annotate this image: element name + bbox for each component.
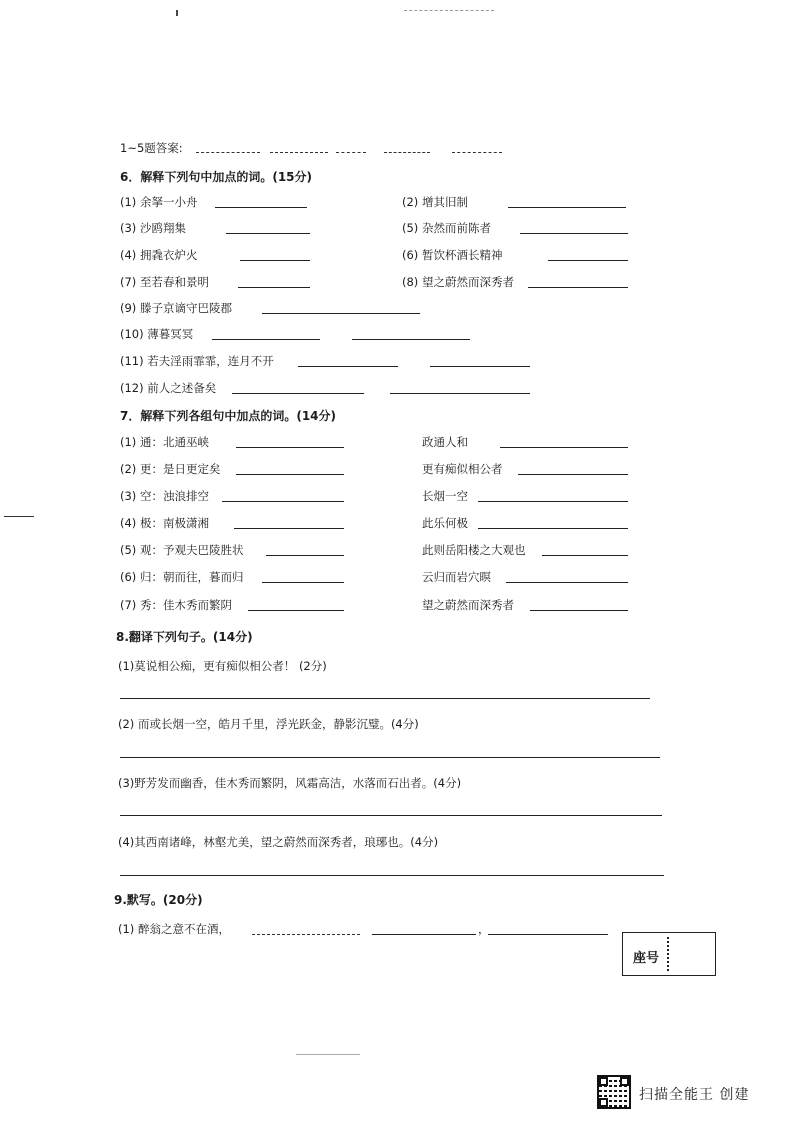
q6-answer-blank[interactable]	[232, 393, 364, 394]
answer-blank[interactable]	[452, 152, 502, 153]
q7-right-item: 更有痴似相公者	[422, 462, 503, 476]
q6-answer-blank[interactable]	[548, 260, 628, 261]
q9-answer-blank[interactable]	[488, 934, 608, 935]
q6-item: (6) 暂饮杯酒长精神	[402, 248, 503, 262]
q6-answer-blank[interactable]	[262, 313, 420, 314]
q7-left-item: (2) 更：是日更定矣	[120, 462, 221, 476]
q6-answer-blank[interactable]	[528, 287, 628, 288]
q6-answer-blank[interactable]	[298, 366, 398, 367]
scan-mark	[296, 1054, 360, 1055]
q8-item: (3)野芳发而幽香，佳木秀而繁阴，风霜高洁，水落而石出者。(4分)	[118, 776, 462, 790]
q8-item: (1)莫说相公痴，更有痴似相公者！ (2分)	[118, 659, 327, 673]
q7-answer-blank[interactable]	[478, 501, 628, 502]
seat-number-box[interactable]	[622, 932, 716, 976]
q7-answer-blank[interactable]	[262, 582, 344, 583]
q7-right-item: 此乐何极	[422, 516, 468, 530]
q8-item: (2) 而或长烟一空，皓月千里，浮光跃金，静影沉璧。(4分)	[118, 717, 419, 731]
q7-answer-blank[interactable]	[266, 555, 344, 556]
q6-item: (2) 增其旧制	[402, 195, 468, 209]
q8-answer-line[interactable]	[120, 757, 660, 758]
q9-item: (1) 醉翁之意不在酒，	[118, 922, 230, 936]
q7-left-item: (3) 空：浊浪排空	[120, 489, 209, 503]
q6-answer-blank[interactable]	[215, 207, 307, 208]
q6-answer-blank[interactable]	[390, 393, 530, 394]
q9-title: 9.默写。(20分)	[114, 893, 203, 907]
q6-answer-blank[interactable]	[240, 260, 310, 261]
q8-answer-line[interactable]	[120, 815, 662, 816]
q6-answer-blank[interactable]	[508, 207, 626, 208]
q7-answer-blank[interactable]	[248, 610, 344, 611]
q8-title: 8.翻译下列句子。(14分)	[116, 630, 253, 644]
q6-item: (11) 若夫淫雨霏霏，连月不开	[120, 354, 274, 368]
scan-mark	[176, 10, 178, 16]
q7-left-item: (4) 极：南极潇湘	[120, 516, 209, 530]
q6-answer-blank[interactable]	[226, 233, 310, 234]
q7-answer-blank[interactable]	[478, 528, 628, 529]
answer-blank[interactable]	[384, 152, 430, 153]
answer-blank[interactable]	[336, 152, 366, 153]
seat-divider	[667, 937, 669, 971]
q9-answer-blank[interactable]	[252, 934, 360, 935]
q7-right-item: 政通人和	[422, 435, 468, 449]
q7-left-item: (6) 归：朝而往，暮而归	[120, 570, 244, 584]
q7-left-item: (1) 通：北通巫峡	[120, 435, 209, 449]
q7-left-item: (7) 秀：佳木秀而繁阴	[120, 598, 232, 612]
seat-number-label: 座号	[633, 951, 660, 966]
answer-blank[interactable]	[270, 152, 328, 153]
q6-item: (3) 沙鸥翔集	[120, 221, 186, 235]
q6-answer-blank[interactable]	[212, 339, 320, 340]
answer-line-label: 1~5题答案:	[120, 141, 183, 155]
q6-item: (5) 杂然而前陈者	[402, 221, 491, 235]
scan-mark	[404, 10, 494, 11]
q7-answer-blank[interactable]	[236, 474, 344, 475]
q7-right-item: 云归而岩穴暝	[422, 570, 491, 584]
comma: ，	[478, 922, 490, 936]
q8-answer-line[interactable]	[120, 875, 664, 876]
q7-title: 7．解释下列各组句中加点的词。(14分)	[120, 409, 337, 423]
qr-code-icon	[597, 1075, 631, 1109]
scan-mark	[4, 516, 34, 517]
q7-answer-blank[interactable]	[236, 447, 344, 448]
q6-answer-blank[interactable]	[430, 366, 530, 367]
q6-item: (8) 望之蔚然而深秀者	[402, 275, 514, 289]
q6-item: (7) 至若春和景明	[120, 275, 209, 289]
q6-item: (4) 拥毳衣炉火	[120, 248, 198, 262]
q6-item: (12) 前人之述备矣	[120, 381, 217, 395]
q7-answer-blank[interactable]	[222, 501, 344, 502]
q7-answer-blank[interactable]	[530, 610, 628, 611]
answer-blank[interactable]	[196, 152, 260, 153]
q9-answer-blank[interactable]	[372, 934, 476, 935]
q8-answer-line[interactable]	[120, 698, 650, 699]
q7-answer-blank[interactable]	[234, 528, 344, 529]
q6-answer-blank[interactable]	[520, 233, 628, 234]
q8-item: (4)其西南诸峰，林壑尤美，望之蔚然而深秀者，琅琊也。(4分)	[118, 835, 439, 849]
q6-answer-blank[interactable]	[352, 339, 470, 340]
q6-item: (10) 薄暮冥冥	[120, 327, 194, 341]
q7-answer-blank[interactable]	[542, 555, 628, 556]
q7-left-item: (5) 观：予观夫巴陵胜状	[120, 543, 244, 557]
q6-answer-blank[interactable]	[238, 287, 310, 288]
q7-right-item: 望之蔚然而深秀者	[422, 598, 514, 612]
q7-answer-blank[interactable]	[506, 582, 628, 583]
q6-item: (9) 滕子京谪守巴陵郡	[120, 301, 232, 315]
q6-title: 6．解释下列句中加点的词。(15分)	[120, 170, 313, 184]
scanner-watermark: 扫描全能王 创建	[639, 1087, 750, 1103]
q7-right-item: 长烟一空	[422, 489, 468, 503]
q7-right-item: 此则岳阳楼之大观也	[422, 543, 526, 557]
q7-answer-blank[interactable]	[500, 447, 628, 448]
q6-item: (1) 余拏一小舟	[120, 195, 198, 209]
q7-answer-blank[interactable]	[518, 474, 628, 475]
